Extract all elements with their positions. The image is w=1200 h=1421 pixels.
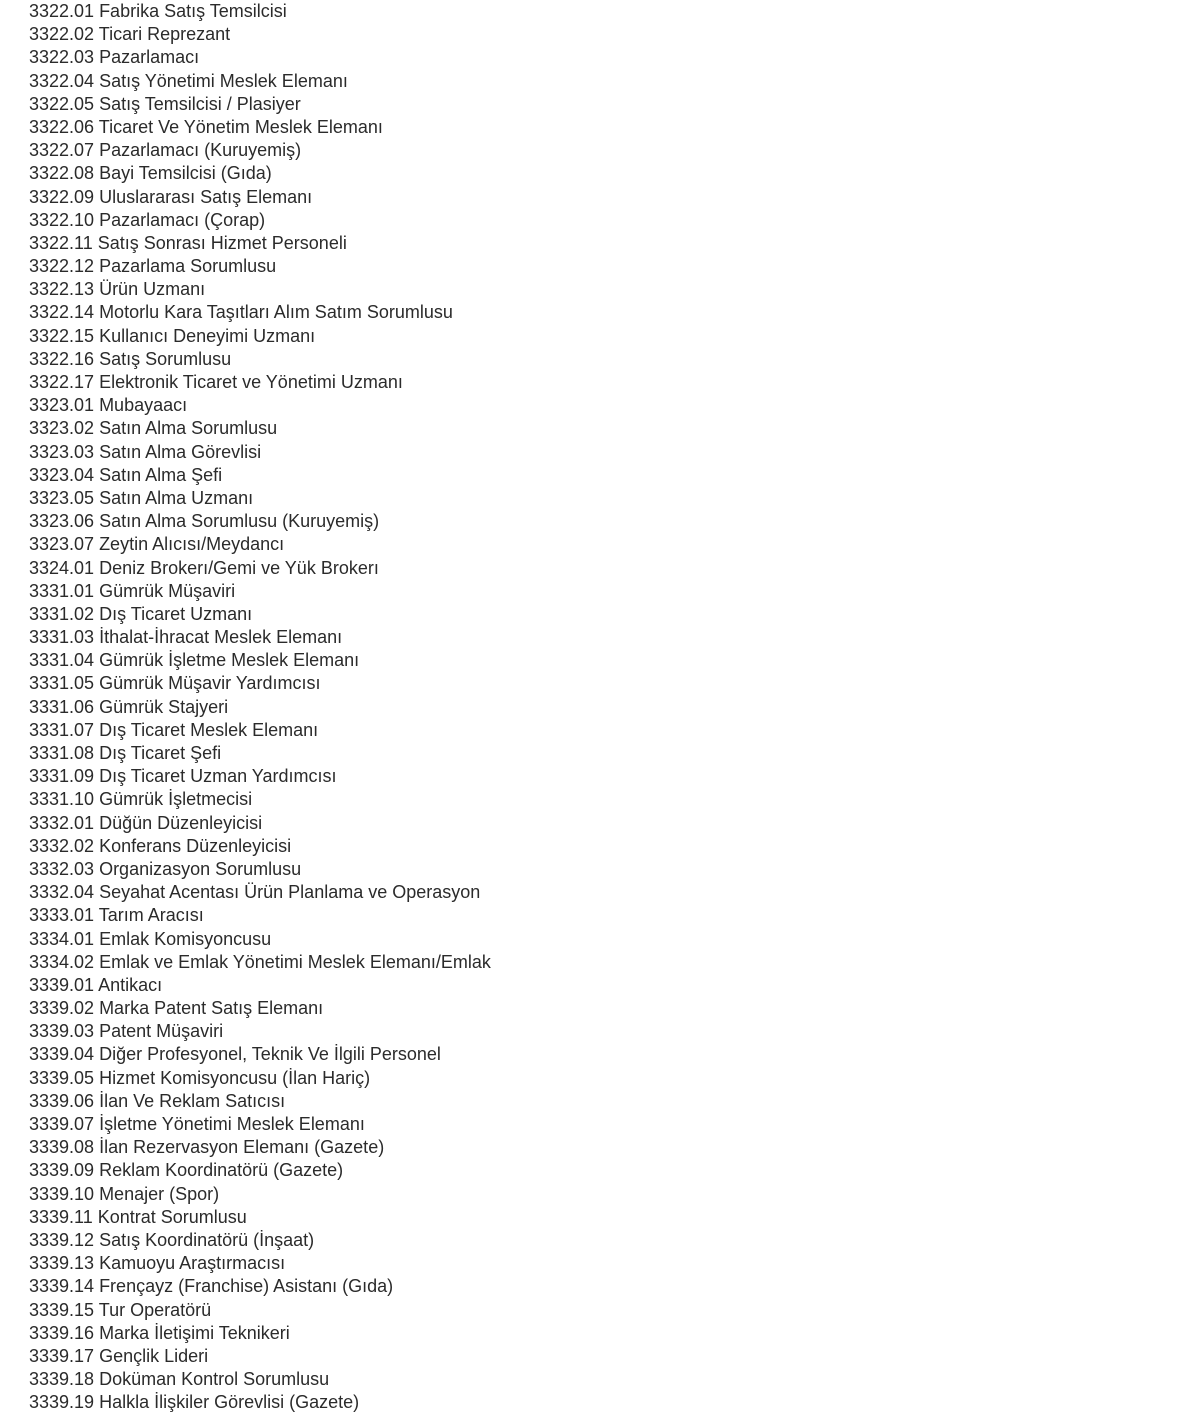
occupation-item: 3323.06 Satın Alma Sorumlusu (Kuruyemiş)	[29, 511, 380, 532]
occupation-item: 3322.11 Satış Sonrası Hizmet Personeli	[29, 232, 347, 253]
occupation-item: 3339.17 Gençlik Lideri	[29, 1345, 209, 1366]
occupation-item: 3323.05 Satın Alma Uzmanı	[29, 487, 254, 508]
occupation-item: 3339.05 Hizmet Komisyoncusu (İlan Hariç)	[29, 1067, 371, 1088]
occupation-item: 3322.08 Bayi Temsilcisi (Gıda)	[29, 163, 272, 184]
occupation-item: 3339.02 Marka Patent Satış Elemanı	[29, 998, 324, 1019]
occupation-item: 3323.07 Zeytin Alıcısı/Meydancı	[29, 534, 285, 555]
occupation-item: 3322.02 Ticari Reprezant	[29, 24, 231, 45]
occupation-item: 3322.15 Kullanıcı Deneyimi Uzmanı	[29, 325, 316, 346]
occupation-item: 3322.09 Uluslararası Satış Elemanı	[29, 186, 313, 207]
occupation-item: 3331.06 Gümrük Stajyeri	[29, 696, 229, 717]
occupation-item: 3323.01 Mubayaacı	[29, 395, 188, 416]
occupation-item: 3339.11 Kontrat Sorumlusu	[29, 1206, 247, 1227]
occupation-item: 3334.01 Emlak Komisyoncusu	[29, 928, 272, 949]
occupation-item: 3322.03 Pazarlamacı	[29, 47, 200, 68]
occupation-item: 3339.09 Reklam Koordinatörü (Gazete)	[29, 1160, 344, 1181]
occupation-item: 3322.05 Satış Temsilcisi / Plasiyer	[29, 93, 301, 114]
occupation-item: 3339.12 Satış Koordinatörü (İnşaat)	[29, 1229, 315, 1250]
occupation-item: 3339.04 Diğer Profesyonel, Teknik Ve İlgili Personel	[29, 1044, 441, 1065]
occupation-item: 3339.13 Kamuoyu Araştırmacısı	[29, 1253, 286, 1274]
occupation-item: 3322.10 Pazarlamacı (Çorap)	[29, 209, 266, 230]
occupation-item: 3339.01 Antikacı	[29, 974, 163, 995]
occupation-item: 3339.16 Marka İletişimi Teknikeri	[29, 1322, 290, 1343]
occupation-item: 3339.03 Patent Müşaviri	[29, 1021, 224, 1042]
occupation-item: 3331.07 Dış Ticaret Meslek Elemanı	[29, 719, 319, 740]
occupation-item: 3339.10 Menajer (Spor)	[29, 1183, 220, 1204]
occupation-item: 3322.13 Ürün Uzmanı	[29, 279, 206, 300]
occupation-item: 3323.02 Satın Alma Sorumlusu	[29, 418, 278, 439]
occupation-item: 3324.01 Deniz Brokerı/Gemi ve Yük Brokerı	[29, 557, 379, 578]
occupation-item: 3339.08 İlan Rezervasyon Elemanı (Gazete)	[29, 1137, 385, 1158]
occupation-item: 3332.01 Düğün Düzenleyicisi	[29, 812, 263, 833]
occupation-item: 3339.07 İşletme Yönetimi Meslek Elemanı	[29, 1114, 365, 1134]
occupation-item: 3322.04 Satış Yönetimi Meslek Elemanı	[29, 70, 348, 91]
occupation-item: 3331.04 Gümrük İşletme Meslek Elemanı	[29, 650, 360, 671]
occupation-list	[29, 0, 491, 1414]
occupation-item: 3322.14 Motorlu Kara Taşıtları Alım Satım Sorumlusu	[29, 302, 453, 323]
occupation-item: 3322.07 Pazarlamacı (Kuruyemiş)	[29, 140, 302, 161]
occupation-item: 3322.01 Fabrika Satış Temsilcisi	[29, 1, 287, 21]
occupation-item: 3323.04 Satın Alma Şefi	[29, 464, 223, 485]
occupation-item: 3322.12 Pazarlama Sorumlusu	[29, 256, 277, 277]
occupation-item: 3339.18 Doküman Kontrol Sorumlusu	[29, 1369, 330, 1390]
occupation-item: 3339.06 İlan Ve Reklam Satıcısı	[29, 1090, 286, 1111]
occupation-item: 3331.03 İthalat-İhracat Meslek Elemanı	[29, 627, 343, 648]
occupation-item: 3331.09 Dış Ticaret Uzman Yardımcısı	[29, 766, 337, 787]
occupation-item: 3331.10 Gümrük İşletmecisi	[29, 789, 253, 810]
occupation-item: 3331.08 Dış Ticaret Şefi	[29, 743, 222, 763]
occupation-item: 3339.14 Frençayz (Franchise) Asistanı (Gıda)	[29, 1276, 394, 1297]
occupation-item: 3331.02 Dış Ticaret Uzmanı	[29, 603, 253, 624]
occupation-item: 3322.06 Ticaret Ve Yönetim Meslek Elemanı	[29, 116, 383, 137]
occupation-item: 3323.03 Satın Alma Görevlisi	[29, 441, 262, 462]
occupation-item: 3331.01 Gümrük Müşaviri	[29, 580, 236, 601]
occupation-item: 3332.03 Organizasyon Sorumlusu	[29, 858, 302, 879]
occupation-item: 3339.15 Tur Operatörü	[29, 1299, 212, 1320]
occupation-item: 3333.01 Tarım Aracısı	[29, 905, 204, 926]
occupation-item: 3332.02 Konferans Düzenleyicisi	[29, 835, 292, 856]
occupation-item: 3331.05 Gümrük Müşavir Yardımcısı	[29, 673, 321, 694]
occupation-item: 3322.16 Satış Sorumlusu	[29, 348, 232, 369]
occupation-item: 3332.04 Seyahat Acentası Ürün Planlama ve Operasyon	[29, 882, 481, 903]
occupation-item: 3334.02 Emlak ve Emlak Yönetimi Meslek Elemanı/Emlak	[29, 951, 491, 972]
occupation-item: 3339.19 Halkla İlişkiler Görevlisi (Gazete)	[29, 1392, 360, 1413]
occupation-item: 3322.17 Elektronik Ticaret ve Yönetimi Uzmanı	[29, 372, 403, 392]
